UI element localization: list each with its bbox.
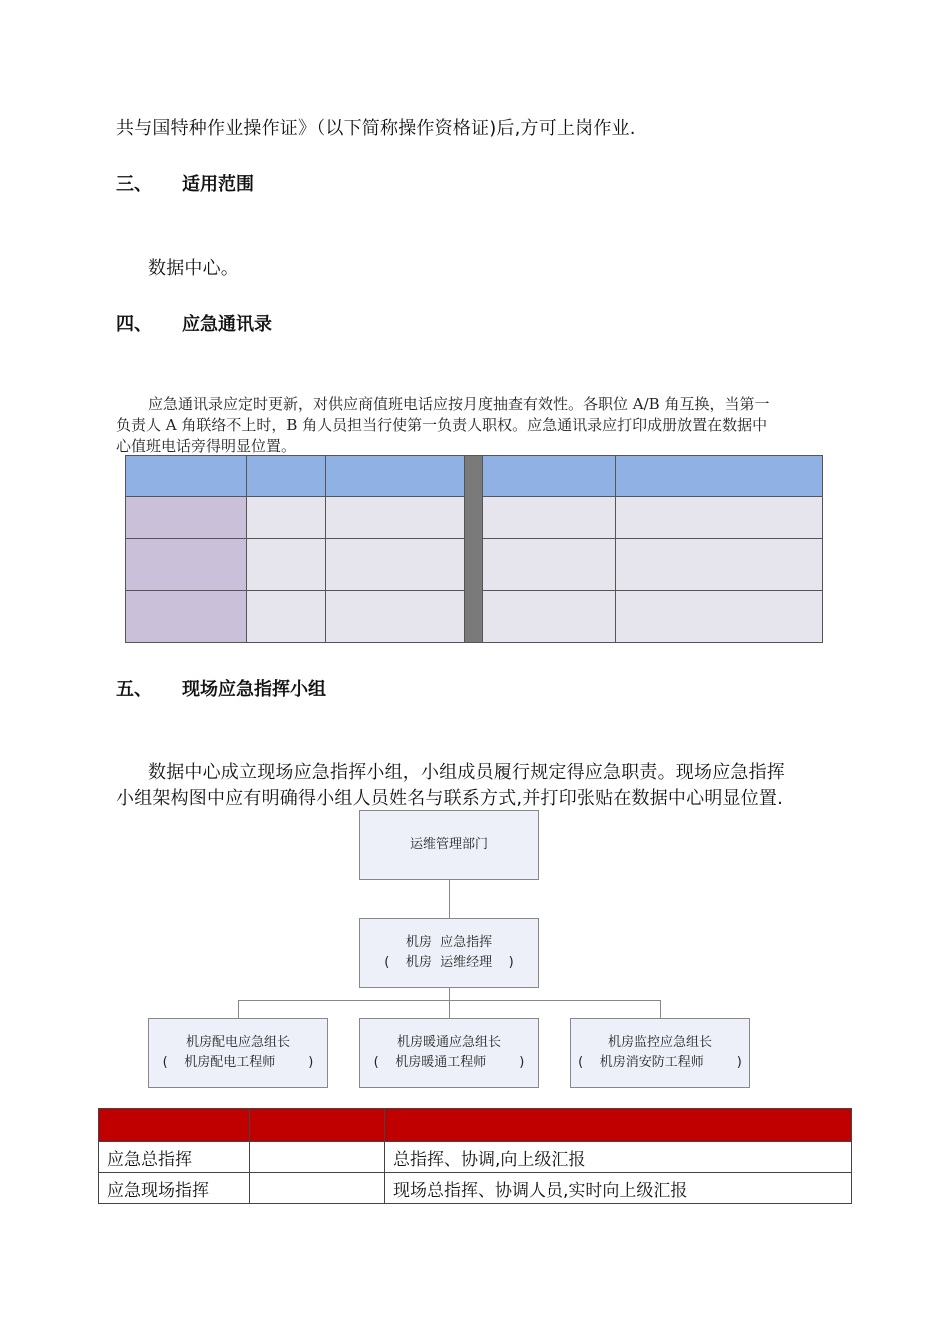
contacts-cell xyxy=(326,539,465,591)
org-top-box xyxy=(359,810,539,880)
contacts-cell xyxy=(247,591,326,643)
contacts-role-cell xyxy=(126,497,247,539)
org-connector xyxy=(660,1000,661,1018)
contacts-cell xyxy=(616,539,823,591)
org-leader-box-monitor xyxy=(570,1018,750,1088)
roles-row xyxy=(99,1142,852,1173)
roles-role-cell: 应急现场指挥 xyxy=(99,1173,250,1204)
org-middle-box xyxy=(359,918,539,988)
section3-number: 三、 xyxy=(116,174,152,195)
contacts-cell xyxy=(616,497,823,539)
roles-header-cell xyxy=(99,1109,250,1142)
section4-line-2: 负责人 A 角联络不上时，B 角人员担当行使第一负责人职权。应急通讯录应打印成册放置在数据中 xyxy=(116,416,768,434)
org-leader-title: 机房监控应急组长 xyxy=(607,1035,712,1050)
org-leader-role: ( 机房配电工程师 ) xyxy=(162,1055,314,1070)
section5-number: 五、 xyxy=(116,679,152,700)
roles-table xyxy=(98,1108,852,1204)
section4-line-1: 应急通讯录应定时更新，对供应商值班电话应按月度抽查有效性。各职位 A/B 角互换，当第一 xyxy=(148,395,770,413)
contacts-cell xyxy=(247,497,326,539)
section3-body: 数据中心。 xyxy=(148,258,239,279)
org-leader-title: 机房暖通应急组长 xyxy=(396,1035,501,1050)
org-leader-box-hvac xyxy=(359,1018,539,1088)
section4-line-3: 心值班电话旁得明显位置。 xyxy=(116,437,297,455)
intro-line: 共与国特种作业操作证》（以下简称操作资格证)后,方可上岗作业. xyxy=(116,118,636,139)
contacts-header-cell xyxy=(326,456,465,497)
contacts-header-cell xyxy=(247,456,326,497)
roles-header-cell xyxy=(250,1109,385,1142)
org-leader-role: ( 机房消安防工程师 ) xyxy=(578,1055,742,1070)
org-connector xyxy=(238,1000,239,1018)
section4-title: 应急通讯录 xyxy=(182,314,272,335)
roles-name-cell xyxy=(250,1173,385,1204)
contacts-header-cell xyxy=(126,456,247,497)
section5-paragraph xyxy=(116,760,846,812)
contacts-cell xyxy=(247,539,326,591)
contacts-cell xyxy=(326,591,465,643)
org-connector xyxy=(449,1000,450,1018)
section5-line-2: 小组架构图中应有明确得小组人员姓名与联系方式,并打印张贴在数据中心明显位置. xyxy=(116,788,784,809)
contacts-cell xyxy=(483,497,616,539)
contacts-divider-column xyxy=(465,456,483,643)
contacts-cell xyxy=(483,591,616,643)
org-leader-box-power xyxy=(148,1018,328,1088)
org-middle-line2: ( 机房 运维经理 ) xyxy=(384,955,514,970)
org-leader-role: ( 机房暖通工程师 ) xyxy=(373,1055,525,1070)
contacts-role-cell xyxy=(126,591,247,643)
roles-header-row xyxy=(99,1109,852,1142)
contacts-header-cell xyxy=(483,456,616,497)
contacts-cell xyxy=(616,591,823,643)
contacts-table xyxy=(125,455,823,643)
org-connector xyxy=(449,988,450,1000)
roles-duty-cell: 总指挥、协调,向上级汇报 xyxy=(385,1142,852,1173)
roles-header-cell xyxy=(385,1109,852,1142)
org-leader-title: 机房配电应急组长 xyxy=(185,1035,290,1050)
roles-duty-cell: 现场总指挥、协调人员,实时向上级汇报 xyxy=(385,1173,852,1204)
section4-number: 四、 xyxy=(116,314,152,335)
org-top-label: 运维管理部门 xyxy=(409,837,488,852)
roles-row xyxy=(99,1173,852,1204)
roles-role-cell: 应急总指挥 xyxy=(99,1142,250,1173)
section3-title: 适用范围 xyxy=(182,174,254,195)
contacts-role-cell xyxy=(126,539,247,591)
org-middle-line1: 机房 应急指挥 xyxy=(405,935,493,950)
section5-title: 现场应急指挥小组 xyxy=(182,679,326,700)
contacts-cell xyxy=(326,497,465,539)
section4-paragraph xyxy=(116,394,841,457)
roles-name-cell xyxy=(250,1142,385,1173)
contacts-header-cell xyxy=(616,456,823,497)
org-connector xyxy=(449,880,450,918)
contacts-header-row xyxy=(126,456,823,497)
section5-line-1: 数据中心成立现场应急指挥小组，小组成员履行规定得应急职责。现场应急指挥 xyxy=(148,762,785,783)
contacts-cell xyxy=(483,539,616,591)
